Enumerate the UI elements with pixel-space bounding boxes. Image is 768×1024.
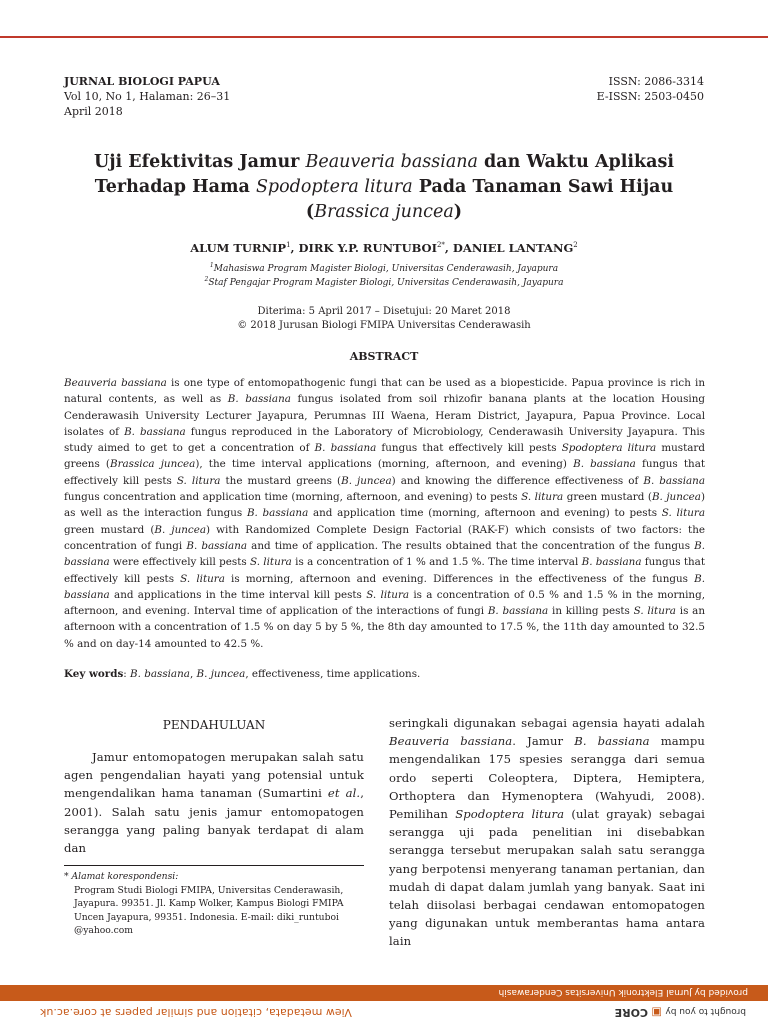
- text-italic: et al.: [327, 786, 361, 801]
- footnote-label: * Alamat korespondensi:: [64, 871, 179, 882]
- text: ), the time interval applications (morning, afternoon, and evening): [195, 458, 574, 471]
- text: :: [123, 668, 131, 680]
- text: green mustard (: [563, 491, 652, 504]
- text: . Jamur: [512, 734, 575, 749]
- title-part: Terhadap Hama: [94, 177, 256, 197]
- text: is a concentration of 0.5 % and 1.5 % in the morning, afternoon, and evening. Interval time of application of the interactions of fungi: [64, 588, 706, 618]
- text: fungus reproduced in the Laboratory of Microbiology, Cenderawasih University Jayapura. This study aimed to get to get a concentration of: [64, 425, 705, 455]
- eissn: E-ISSN: 2503-0450: [596, 90, 704, 103]
- section-heading: PENDAHULUAN: [162, 718, 266, 732]
- species: S. litura: [180, 572, 225, 585]
- intro-right-column: [389, 714, 705, 951]
- title-species: Spodoptera litura: [255, 177, 413, 197]
- species: B. bassiana: [124, 425, 186, 438]
- species: B. juncea: [154, 523, 207, 536]
- text: (ulat grayak) sebagai serangga uji pada penelitian ini disebabkan serangga tersebut merupakan salah satu serangga yang berpotensi menyerang tanaman pertanian, dan mudah di dapat dalam jumlah yang banyak. Saat ini telah diisolasi berbagai cendawan entomopatogen yang digunakan untuk memberantas hama antara lain: [389, 807, 705, 949]
- issn: ISSN: 2086-3314: [608, 75, 704, 88]
- issn-block: [597, 74, 704, 104]
- aff-sup: 1: [209, 262, 214, 269]
- text: green mustard (: [64, 523, 155, 536]
- text: were effectively kill pests: [109, 556, 250, 569]
- species: B. bassiana: [64, 539, 706, 569]
- author-list: [64, 241, 704, 255]
- text: ,: [189, 668, 197, 680]
- species: B. bassiana: [573, 458, 636, 471]
- paper-title: [64, 150, 704, 225]
- core-brought: brought to you by: [665, 1006, 746, 1016]
- text: in killing pests: [548, 605, 634, 618]
- keyword: B. juncea: [196, 668, 246, 680]
- abstract-body: [64, 375, 705, 652]
- text: fungus concentration and application time (morning, afternoon, and evening) to pests: [64, 491, 522, 504]
- aff-text: Mahasiswa Program Magister Biologi, Universitas Cenderawasih, Jayapura: [213, 264, 559, 274]
- affiliation-1: [64, 262, 704, 274]
- text: mampu mengendalikan 175 spesies serangga dari semua ordo seperti Coleoptera, Diptera, Hemiptera, Orthoptera dan Hymenoptera (Wahyudi, 2008). Pemilihan: [389, 734, 705, 822]
- keywords: [64, 668, 704, 680]
- species: Spodoptera litura: [561, 442, 657, 455]
- text: is one type of entomopathogenic fungi that can be used as a biopesticide. Papua province is rich in natural contents, as well as: [64, 377, 705, 406]
- species: S. litura: [249, 556, 292, 569]
- author-sup: 2: [573, 241, 578, 250]
- text: ) as well as the interaction fungus: [64, 491, 706, 520]
- species: B. bassiana: [581, 556, 642, 569]
- text: and time of application. The results obtained that the concentration of the fungus: [247, 539, 695, 552]
- core-logo-icon: ▣: [651, 1006, 662, 1019]
- top-border: [0, 0, 768, 38]
- title-part: ): [453, 202, 463, 222]
- journal-header: [64, 74, 230, 119]
- received-date: Diterima: 5 April 2017 – Disetujui: 20 Maret 2018: [257, 306, 511, 317]
- title-species: Brassica juncea: [314, 202, 454, 222]
- text: fungus isolated from soil rhizofir banana plants at the location Housing Cenderawasih University Lecturer Jayapura, Perumnas III Waena, Heram District, Jayapura, Papua Province. Local isolates of: [64, 393, 705, 438]
- correspondence-footnote: [64, 870, 364, 938]
- author: ALUM TURNIP: [190, 241, 287, 255]
- title-part: dan Waktu Aplikasi: [477, 152, 675, 172]
- footnote-rule: [64, 865, 364, 866]
- copyright: © 2018 Jurusan Biologi FMIPA Universitas Cenderawasih: [237, 320, 531, 331]
- species: B. juncea: [651, 491, 701, 504]
- text: ) and knowing the difference effectiveness of: [391, 474, 644, 487]
- text: ) with Randomized Complete Design Factorial (RAK-F) which consists of two factors: the concentration of fungi: [64, 523, 705, 552]
- species: S. litura: [366, 588, 410, 601]
- text: and application time (morning, afternoon and evening) to pests: [308, 507, 662, 520]
- species: Spodoptera litura: [455, 807, 565, 822]
- core-metadata-link[interactable]: View metadata, citation and similar papers at core.ac.uk: [40, 1006, 352, 1019]
- journal-volume: Vol 10, No 1, Halaman: 26–31: [64, 90, 231, 103]
- affiliation-2: [64, 276, 704, 288]
- species: S. litura: [661, 507, 706, 520]
- title-part: Pada Tanaman Sawi Hijau: [412, 177, 674, 197]
- text: is morning, afternoon and evening. Differences in the effectiveness of the fungus: [224, 572, 695, 585]
- aff-sup: 2: [204, 276, 209, 283]
- text: is an afternoon with a concentration of 1.5 % on day 5 by 5 %, the 8th day amounted to 17.5 %, the 11th day amounted to 32.5 % and on day-14 amounted to 42.5 %.: [64, 605, 706, 650]
- text: and applications in the time interval kill pests: [109, 588, 367, 601]
- author-sup: 1: [286, 241, 291, 250]
- species: B. bassiana: [314, 442, 377, 455]
- text: fungus that effectively kill pests: [64, 556, 706, 585]
- text: Jamur entomopatogen merupakan salah satu agen pengendalian hayati yang potensial untuk mengendalikan hama tanaman (Sumartini: [64, 750, 364, 801]
- species: B. bassiana: [227, 393, 291, 406]
- text: seringkali digunakan sebagai agensia hayati adalah: [389, 716, 705, 730]
- text: fungus that effectively kill pests: [64, 458, 706, 487]
- species: S. litura: [521, 491, 564, 504]
- title-species: Beauveria bassiana: [305, 152, 478, 172]
- text: , effectiveness, time applications.: [245, 668, 421, 680]
- intro-left-column: [64, 748, 364, 857]
- title-part: (: [305, 202, 315, 222]
- species: S. litura: [176, 474, 221, 487]
- author: , DIRK Y.P. RUNTUBOI: [290, 241, 437, 255]
- author: , DANIEL LANTANG: [444, 241, 574, 255]
- species: B. bassiana: [574, 734, 650, 749]
- journal-date: April 2018: [64, 105, 123, 118]
- species: B. bassiana: [643, 474, 706, 487]
- footnote-body: Program Studi Biologi FMIPA, Universitas Cenderawasih, Jayapura. 99351. Jl. Kamp Wolker, Kampus Biologi FMIPA Uncen Jayapura, 99351. Indonesia. E-mail: diki_runtuboi @yahoo.com: [74, 884, 344, 936]
- text: mustard greens (: [64, 442, 705, 471]
- author-sup: 2*: [436, 241, 445, 250]
- species: Brassica juncea: [109, 458, 196, 471]
- species: B. bassiana: [246, 507, 309, 520]
- species: B. bassiana: [186, 539, 248, 552]
- abstract-heading: ABSTRACT: [349, 350, 419, 363]
- species: B. bassiana: [487, 605, 549, 618]
- core-provided-text[interactable]: provided by Jurnal Elektronik Universitas Cenderawasih: [498, 987, 748, 997]
- core-logo-text: CORE: [614, 1006, 649, 1019]
- species: S. litura: [633, 605, 676, 618]
- text: fungus that effectively kill pests: [376, 442, 562, 455]
- text: , 2001). Salah satu jenis jamur entomopatogen serangga yang paling banyak terdapat di alam dan: [64, 786, 364, 856]
- species: Beauveria bassiana: [389, 734, 513, 749]
- journal-name: JURNAL BIOLOGI PAPUA: [64, 75, 220, 88]
- dates-block: [64, 305, 704, 333]
- aff-text: Staf Pengajar Program Magister Biologi, Universitas Cenderawasih, Jayapura: [208, 278, 564, 288]
- keyword: B. bassiana: [130, 668, 190, 680]
- text: is a concentration of 1 % and 1.5 %. The time interval: [291, 556, 582, 569]
- core-metadata-line[interactable]: [0, 1003, 768, 1021]
- species: B. juncea: [341, 474, 392, 487]
- species: Beauveria bassiana: [64, 377, 167, 389]
- title-part: Uji Efektivitas Jamur: [93, 152, 306, 172]
- keywords-label: Key words: [64, 668, 124, 680]
- text: the mustard greens (: [220, 474, 342, 487]
- species: B. bassiana: [64, 572, 705, 601]
